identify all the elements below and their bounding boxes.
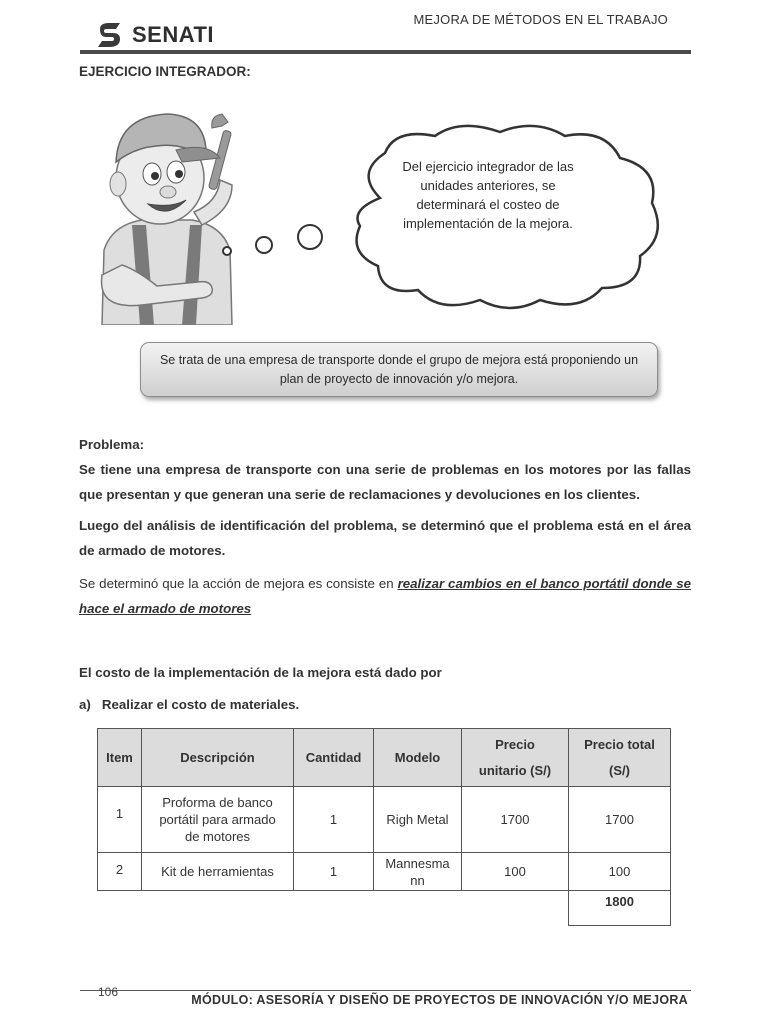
senati-logo (94, 20, 214, 50)
logo-text: SENATI (132, 22, 215, 47)
context-callout-box (140, 342, 658, 397)
problem-paragraph-1: Se tiene una empresa de transporte con una serie de problemas en los motores por las fallas que presentan y que generan una serie de reclamaciones y devoluciones en los clientes. (79, 462, 691, 502)
footer-divider (80, 990, 691, 991)
header-precio-unitario: Precio unitario (S/) (462, 729, 569, 787)
header-divider (80, 50, 691, 54)
table-row (98, 853, 671, 891)
cost-intro: El costo de la implementación de la mejora está dado por (79, 665, 442, 680)
senati-logo-icon (94, 20, 124, 50)
cell-item: 2 (98, 853, 142, 891)
cell-precio-unitario: 1700 (462, 787, 569, 853)
table-row (98, 787, 671, 853)
table-header-row (98, 729, 671, 787)
callout-text: Se trata de una empresa de transporte donde el grupo de mejora está proponiendo un plan de proyecto de innovación y/o mejora. (159, 352, 639, 386)
section-title: EJERCICIO INTEGRADOR: (79, 64, 251, 79)
cell-modelo: Mannesma nn (374, 853, 462, 891)
problem-paragraph-2: Luego del análisis de identificación del problema, se determinó que el problema está en el área de armado de motores. (79, 518, 691, 558)
document-header-title: MEJORA DE MÉTODOS EN EL TRABAJO (413, 12, 668, 27)
cell-descripcion: Kit de herramientas (142, 853, 294, 891)
header-item: Item (98, 729, 142, 787)
mechanic-illustration (82, 100, 252, 325)
page-number: 106 (98, 985, 119, 999)
table-total-row (98, 891, 671, 926)
footer-module-title: MÓDULO: ASESORÍA Y DISEÑO DE PROYECTOS DE INNOVACIÓN Y/O MEJORA (191, 993, 688, 1007)
thought-cloud-text: Del ejercicio integrador de las unidades anteriores, se determinará el costeo de implementación de la mejora. (402, 159, 574, 231)
cell-precio-total: 1700 (569, 787, 671, 853)
problem-paragraph-3 (79, 571, 691, 621)
cell-grand-total: 1800 (569, 891, 671, 926)
header-modelo: Modelo (374, 729, 462, 787)
header-cantidad: Cantidad (294, 729, 374, 787)
materials-cost-table (97, 728, 671, 926)
cell-descripcion: Proforma de banco portátil para armado de motores (142, 787, 294, 853)
header-descripcion: Descripción (142, 729, 294, 787)
cell-precio-unitario: 100 (462, 853, 569, 891)
cell-cantidad: 1 (294, 853, 374, 891)
action-emphasis: realizar cambios en el banco portátil donde se hace el armado de motores (79, 576, 691, 616)
cell-modelo: Righ Metal (374, 787, 462, 853)
thought-bubble-dots (215, 218, 330, 258)
cost-item-a: a) Realizar el costo de materiales. (79, 697, 300, 712)
header-precio-total: Precio total (S/) (569, 729, 671, 787)
problem-heading: Problema: (79, 437, 145, 452)
cell-precio-total: 100 (569, 853, 671, 891)
cell-cantidad: 1 (294, 787, 374, 853)
action-text: Se determinó que la acción de mejora es consiste en (79, 576, 398, 591)
cell-item: 1 (98, 787, 142, 853)
